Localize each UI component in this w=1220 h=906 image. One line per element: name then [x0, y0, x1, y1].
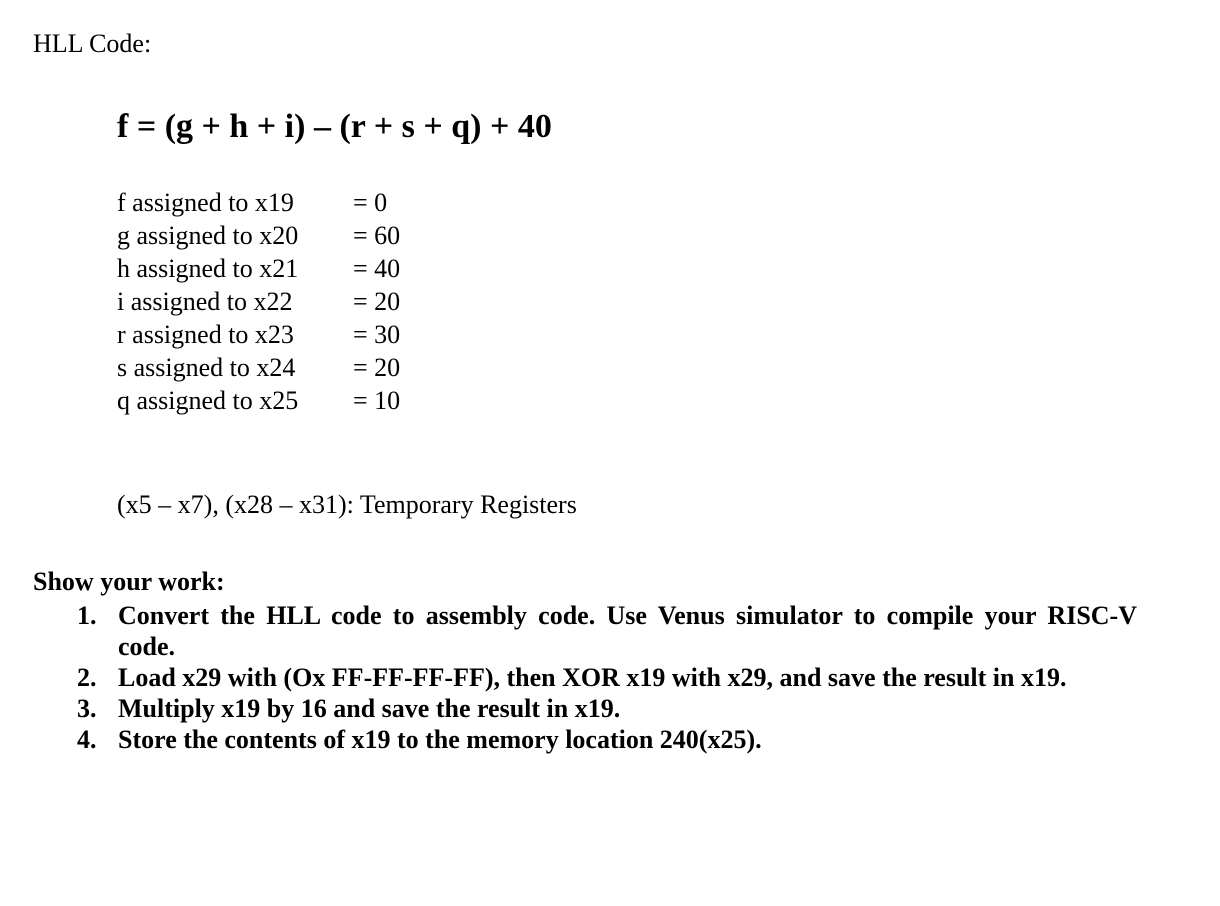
register-assignments [117, 186, 400, 417]
task-item [77, 724, 1137, 755]
assignment-label: i assigned to x22 [117, 287, 293, 316]
assignment-row [117, 252, 400, 285]
task-text: Load x29 with (Ox FF-FF-FF-FF), then XOR x19 with x29, and save the result in x19. [118, 663, 1067, 692]
hll-code-heading: HLL Code: [33, 29, 152, 58]
show-your-work-heading: Show your work: [33, 567, 225, 596]
assignment-label: f assigned to x19 [117, 188, 294, 217]
assignment-value: = 10 [353, 386, 401, 415]
task-number: 4. [77, 725, 97, 754]
assignment-value: = 60 [353, 221, 401, 250]
assignment-value: = 20 [353, 287, 401, 316]
assignment-row [117, 285, 400, 318]
assignment-row [117, 351, 400, 384]
assignment-value: = 30 [353, 320, 401, 349]
task-number: 1. [77, 601, 97, 630]
temporary-registers-note: (x5 – x7), (x28 – x31): Temporary Registers [117, 490, 577, 519]
assignment-value: = 40 [353, 254, 401, 283]
task-item [77, 662, 1137, 693]
task-text: Multiply x19 by 16 and save the result in x19. [118, 694, 621, 723]
task-list [77, 600, 1137, 755]
task-number: 3. [77, 694, 97, 723]
assignment-row [117, 219, 400, 252]
assignment-label: g assigned to x20 [117, 221, 299, 250]
assignment-label: s assigned to x24 [117, 353, 296, 382]
task-number: 2. [77, 663, 97, 692]
task-item [77, 600, 1137, 662]
assignment-row [117, 384, 400, 417]
task-item [77, 693, 1137, 724]
assignment-value: = 20 [353, 353, 401, 382]
assignment-row [117, 186, 400, 219]
assignment-label: r assigned to x23 [117, 320, 294, 349]
assignment-label: h assigned to x21 [117, 254, 299, 283]
assignment-value: = 0 [353, 188, 388, 217]
task-text: Store the contents of x19 to the memory location 240(x25). [118, 725, 762, 754]
assignment-label: q assigned to x25 [117, 386, 299, 415]
assignment-row [117, 318, 400, 351]
formula: f = (g + h + i) – (r + s + q) + 40 [117, 108, 552, 145]
task-text: Convert the HLL code to assembly code. Use Venus simulator to compile your RISC-V code. [118, 601, 1137, 661]
